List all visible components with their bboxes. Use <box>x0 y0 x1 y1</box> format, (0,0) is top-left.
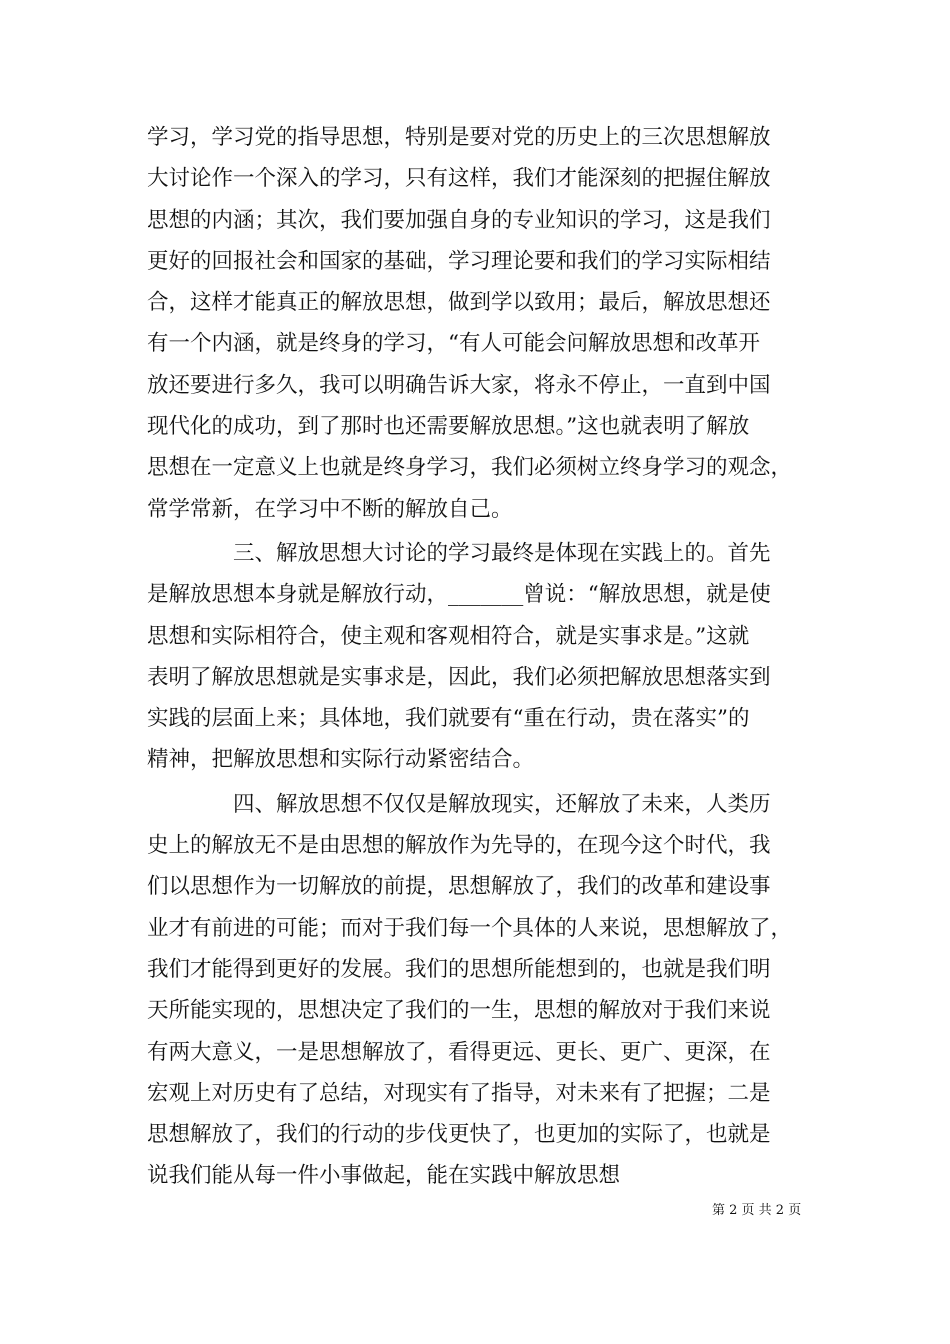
text-line: 史上的解放无不是由思想的解放作为先导的，在现今这个时代，我 <box>147 833 771 859</box>
text-line: 思想解放了，我们的行动的步伐更快了，也更加的实际了，也就是 <box>147 1122 771 1148</box>
text-line: 业才有前进的可能；而对于我们每一个具体的人来说，思想解放了， <box>147 915 793 941</box>
text-line: 思想和实际相符合，使主观和客观相符合，就是实事求是。”这就 <box>147 623 750 649</box>
text-line: 宏观上对历史有了总结，对现实有了指导，对未来有了把握；二是 <box>147 1080 771 1106</box>
text-line: 说我们能从每一件小事做起，能在实践中解放思想 <box>147 1163 621 1189</box>
text-line: 学习，学习党的指导思想，特别是要对党的历史上的三次思想解放 <box>147 125 771 150</box>
text-line: 实践的层面上来；具体地，我们就要有“重在行动，贵在落实”的 <box>147 706 750 732</box>
paragraph-four-first-line: 四、解放思想不仅仅是解放现实，还解放了未来，人类历 <box>233 791 771 817</box>
text-line: 天所能实现的，思想决定了我们的一生，思想的解放对于我们来说 <box>147 998 771 1024</box>
text-line: 放还要进行多久，我可以明确告诉大家，将永不停止，一直到中国 <box>147 372 771 398</box>
paragraph-three-first-line: 三、解放思想大讨论的学习最终是体现在实践上的。首先 <box>233 540 771 566</box>
text-line: 合，这样才能真正的解放思想，做到学以致用；最后，解放思想还 <box>147 290 771 316</box>
text-line: 我们才能得到更好的发展。我们的思想所能想到的，也就是我们明 <box>147 956 771 982</box>
text-line: 有两大意义，一是思想解放了，看得更远、更长、更广、更深，在 <box>147 1039 771 1065</box>
text-line: 是解放思想本身就是解放行动，_______曾说：“解放思想，就是使 <box>147 582 771 608</box>
text-line: 思想在一定意义上也就是终身学习，我们必须树立终身学习的观念， <box>147 455 793 481</box>
text-line: 更好的回报社会和国家的基础，学习理论要和我们的学习实际相结 <box>147 248 771 274</box>
text-line: 表明了解放思想就是实事求是，因此，我们必须把解放思想落实到 <box>147 664 771 690</box>
page-number-footer: 第 2 页 共 2 页 <box>712 1203 802 1218</box>
text-line: 常学常新，在学习中不断的解放自己。 <box>147 496 513 522</box>
text-line: 现代化的成功，到了那时也还需要解放思想。”这也就表明了解放 <box>147 414 750 440</box>
text-line: 思想的内涵；其次，我们要加强自身的专业知识的学习，这是我们 <box>147 207 771 233</box>
text-line: 大讨论作一个深入的学习，只有这样，我们才能深刻的把握住解放 <box>147 166 771 192</box>
text-line: 有一个内涵，就是终身的学习，“有人可能会问解放思想和改革开 <box>147 331 760 357</box>
document-body <box>147 117 807 1197</box>
text-line: 们以思想作为一切解放的前提，思想解放了，我们的改革和建设事 <box>147 874 771 900</box>
text-line: 精神，把解放思想和实际行动紧密结合。 <box>147 747 535 773</box>
